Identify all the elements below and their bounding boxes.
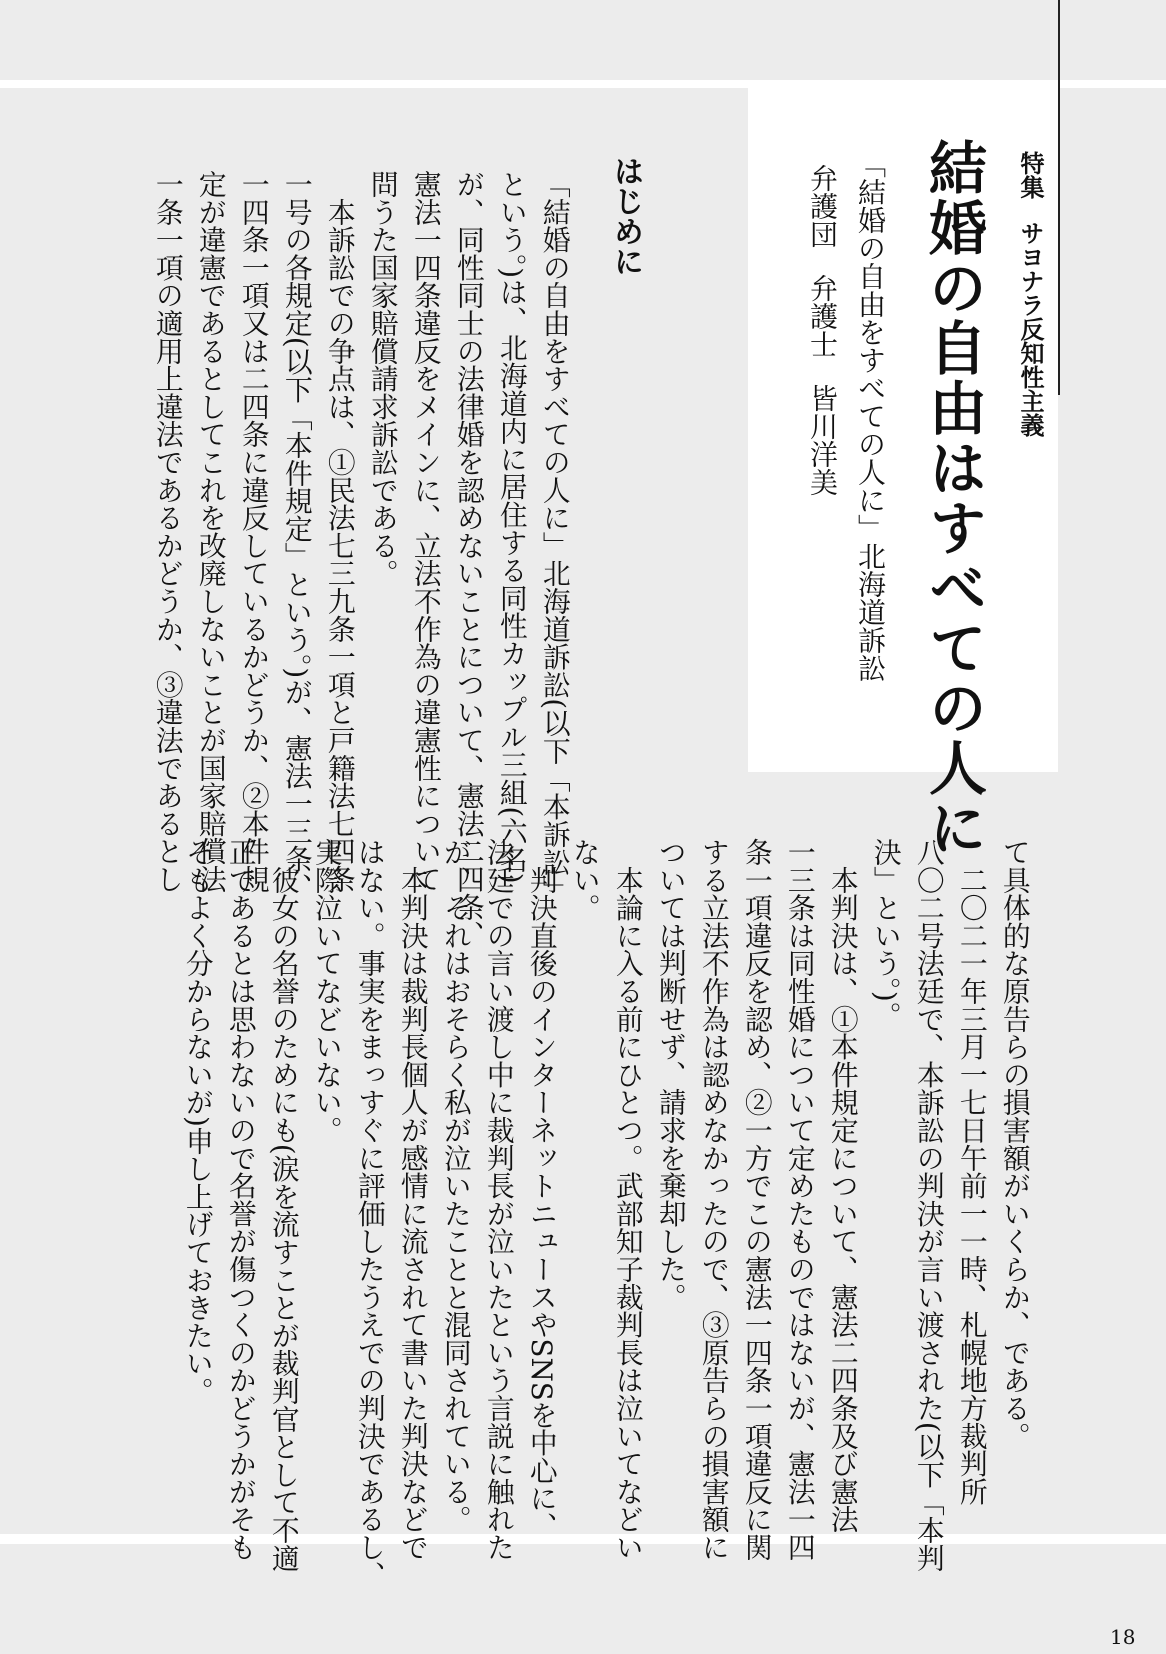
author-name: 皆川洋美: [806, 383, 839, 496]
body-line: が、それはおそらく私が泣いたことと混同されている。: [438, 838, 472, 1533]
body-line: 一号の各規定(以下「本件規定」という。)が、憲法一三条、: [279, 170, 313, 901]
feature-title: サヨナラ反知性主義: [1016, 220, 1044, 437]
body-line: そもよく分からないが)申し上げておきたい。: [180, 838, 214, 1405]
body-line: が、同性同士の法律婚を認めないことについて、憲法二四条、: [451, 170, 485, 949]
body-line: 正であるとは思わないので名誉が傷つくのかどうかがそも: [223, 838, 257, 1561]
feature-header: [1018, 134, 1066, 437]
body-line: 彼女の名誉のためにも(涙を流すことが裁判官として不適: [266, 838, 300, 1572]
body-line: 二〇二一年三月一七日午前一一時、札幌地方裁判所: [954, 838, 988, 1506]
body-line: 実際泣いてなどいない。: [309, 838, 343, 1144]
body-line: はない。事実をまっすぐに評価したうえでの判決であるし、: [352, 838, 386, 1589]
body-line: 一四条一項又は二四条に違反しているかどうか、②本件規: [236, 170, 270, 893]
body-line: て具体的な原告らの損害額がいくらか、である。: [997, 838, 1031, 1450]
bottom-band: [0, 1544, 1166, 1654]
body-line: 一三条は同性婚について定めたものではないが、憲法一四: [782, 838, 816, 1561]
body-line: 本論に入る前にひとつ。武部知子裁判長は泣いてなどい: [610, 838, 644, 1561]
body-line: ついては判断せず、請求を棄却した。: [653, 838, 687, 1311]
section-heading: はじめに: [608, 156, 643, 276]
body-line: 憲法一四条違反をメインに、立法不作為の違憲性について: [408, 170, 442, 893]
body-line: する立法不作為は認めなかったので、③原告らの損害額に: [696, 838, 730, 1561]
body-line: 本判決は、①本件規定について、憲法二四条及び憲法: [825, 838, 859, 1533]
body-line: 「結婚の自由をすべての人に」北海道訴訟(以下「本訴訟」: [537, 170, 571, 904]
body-line: 本訴訟での争点は、①民法七三九条一項と戸籍法七四条: [322, 170, 356, 893]
author-role: 弁護士: [806, 273, 839, 358]
top-band: [0, 0, 1166, 80]
body-line: 八〇二号法廷で、本訴訟の判決が言い渡された(以下「本判: [911, 838, 945, 1572]
body-line: 条一項違反を認め、②一方でこの憲法一四条一項違反に関: [739, 838, 773, 1561]
author-org: 弁護団: [806, 163, 839, 248]
body-line: という。)は、北海道内に居住する同性カップル三組(六名): [494, 170, 528, 884]
body-line: 一条一項の適用上違法であるかどうか、③違法であるとし: [150, 170, 184, 893]
body-line: 法廷での言い渡し中に裁判長が泣いたという言説に触れた: [481, 838, 515, 1561]
body-line: 定が違憲であるとしてこれを改廃しないことが国家賠償法: [193, 170, 227, 893]
article-title: 結婚の自由はすべての人に: [919, 138, 987, 858]
author-line: [808, 146, 864, 522]
body-line: 問うた国家賠償請求訴訟である。: [365, 170, 399, 587]
title-box: [748, 88, 1058, 772]
page-number: 18: [1110, 1625, 1136, 1649]
body-line: 決」という。)。: [868, 838, 902, 1030]
body-line: 本判決は裁判長個人が感情に流されて書いた判決などで: [395, 838, 429, 1561]
body-line: ない。: [567, 838, 601, 922]
feature-label: 特集: [1016, 150, 1044, 199]
article-subtitle: 「結婚の自由をすべての人に」北海道訴訟: [854, 150, 887, 682]
body-line: 判決直後のインターネットニュースやSNSを中心に、: [524, 838, 558, 1540]
